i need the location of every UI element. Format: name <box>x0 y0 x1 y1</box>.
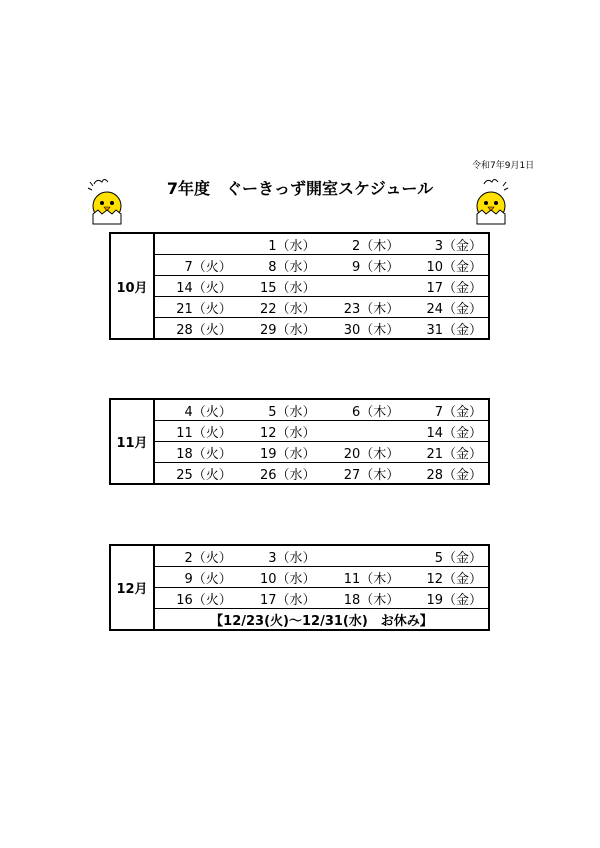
table-row <box>110 255 489 276</box>
day-cell: 14（金） <box>405 421 489 442</box>
day-cell <box>322 545 406 567</box>
table-row <box>110 567 489 588</box>
day-cell: 26（水） <box>238 463 322 485</box>
table-row <box>110 233 489 255</box>
day-cell: 18（木） <box>322 588 406 609</box>
issue-date: 令和7年9月1日 <box>472 161 535 171</box>
day-cell: 23（木） <box>322 297 406 318</box>
day-cell: 19（水） <box>238 442 322 463</box>
day-cell: 6（木） <box>322 399 406 421</box>
day-cell: 11（火） <box>154 421 238 442</box>
day-cell: 17（金） <box>405 276 489 297</box>
table-row <box>110 297 489 318</box>
table-row <box>110 318 489 340</box>
day-cell: 5（水） <box>238 399 322 421</box>
day-cell: 10（水） <box>238 567 322 588</box>
day-cell: 18（火） <box>154 442 238 463</box>
table-row <box>110 276 489 297</box>
schedule-table-december <box>109 544 490 631</box>
day-cell: 10（金） <box>405 255 489 276</box>
schedule-table-november <box>109 398 490 485</box>
chick-mascot-icon <box>468 176 514 228</box>
holiday-note: 【12/23(火)～12/31(水) お休み】 <box>154 609 489 631</box>
day-cell: 15（水） <box>238 276 322 297</box>
month-label: 10月 <box>110 233 154 339</box>
day-cell: 28（金） <box>405 463 489 485</box>
day-cell: 7（火） <box>154 255 238 276</box>
day-cell: 11（木） <box>322 567 406 588</box>
day-cell: 9（木） <box>322 255 406 276</box>
day-cell: 27（木） <box>322 463 406 485</box>
day-cell: 30（木） <box>322 318 406 340</box>
day-cell <box>322 276 406 297</box>
day-cell: 24（金） <box>405 297 489 318</box>
day-cell: 1（水） <box>238 233 322 255</box>
day-cell: 21（金） <box>405 442 489 463</box>
day-cell: 5（金） <box>405 545 489 567</box>
page-title: 7年度 ぐーきっず開室スケジュール <box>166 179 434 198</box>
day-cell: 28（火） <box>154 318 238 340</box>
day-cell: 17（水） <box>238 588 322 609</box>
day-cell: 16（火） <box>154 588 238 609</box>
day-cell <box>154 233 238 255</box>
month-label: 12月 <box>110 545 154 630</box>
day-cell: 2（木） <box>322 233 406 255</box>
table-row <box>110 545 489 567</box>
day-cell: 2（火） <box>154 545 238 567</box>
day-cell: 29（水） <box>238 318 322 340</box>
day-cell: 8（水） <box>238 255 322 276</box>
schedule-table-october <box>109 232 490 340</box>
day-cell <box>322 421 406 442</box>
day-cell: 22（水） <box>238 297 322 318</box>
table-row <box>110 609 489 631</box>
day-cell: 7（金） <box>405 399 489 421</box>
day-cell: 3（水） <box>238 545 322 567</box>
day-cell: 12（金） <box>405 567 489 588</box>
day-cell: 14（火） <box>154 276 238 297</box>
day-cell: 31（金） <box>405 318 489 340</box>
day-cell: 4（火） <box>154 399 238 421</box>
day-cell: 9（火） <box>154 567 238 588</box>
table-row <box>110 442 489 463</box>
month-label: 11月 <box>110 399 154 484</box>
day-cell: 19（金） <box>405 588 489 609</box>
table-row <box>110 399 489 421</box>
table-row <box>110 421 489 442</box>
day-cell: 20（木） <box>322 442 406 463</box>
day-cell: 3（金） <box>405 233 489 255</box>
table-row <box>110 588 489 609</box>
day-cell: 21（火） <box>154 297 238 318</box>
day-cell: 25（火） <box>154 463 238 485</box>
table-row <box>110 463 489 485</box>
day-cell: 12（水） <box>238 421 322 442</box>
chick-mascot-icon <box>84 176 130 228</box>
